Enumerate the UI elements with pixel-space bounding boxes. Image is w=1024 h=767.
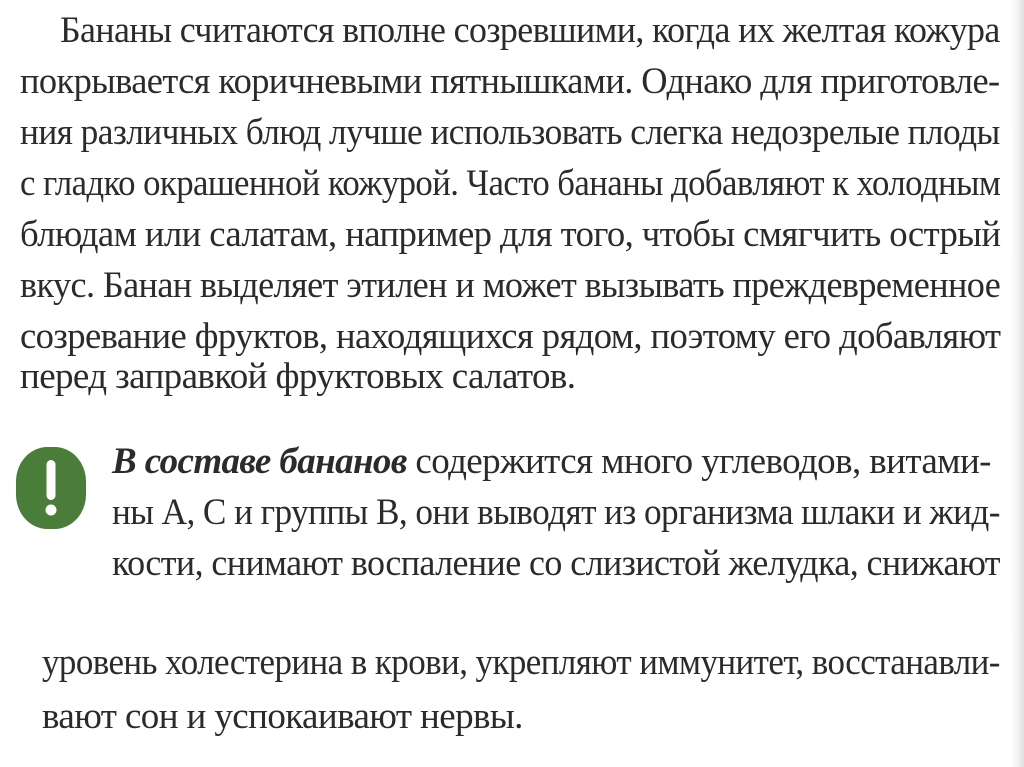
note-line: ны А, С и группы В, они выводят из организма шлаки и жид- [112, 492, 1000, 533]
paragraph-line: покрывается коричневыми пятнышками. Однако для приготовле- [20, 61, 1000, 102]
paragraph-line: с гладко окрашенной кожурой. Часто бананы добавляют к холодным [20, 163, 1001, 204]
paragraph-line: вают сон и успокаивают нервы. [42, 696, 523, 737]
paragraph-line: ния различных блюд лучше использовать слегка недозрелые плоды [20, 112, 1000, 153]
page-edge-shadow [1010, 0, 1024, 767]
note-emphasis: В составе бананов [112, 441, 407, 482]
note-line [112, 437, 991, 487]
paragraph-line: созревание фруктов, находящихся рядом, поэтому его добавляют [20, 316, 1001, 357]
paragraph-line: уровень холестерина в крови, укрепляют иммунитет, восстанавли- [42, 642, 1000, 683]
paragraph-line: вкус. Банан выделяет этилен и может вызывать преждевременное [20, 265, 1001, 306]
exclamation-icon [16, 447, 86, 529]
note-line: кости, снимают воспаление со слизистой желудка, снижают [112, 543, 1000, 584]
paragraph-line: перед заправкой фруктовых салатов. [20, 356, 576, 397]
paragraph-line: Бананы считаются вполне созревшими, когда их желтая кожура [60, 10, 1000, 51]
note-line-text: содержится много углеводов, витами- [406, 441, 991, 482]
paragraph-line: блюдам или салатам, например для того, чтобы смягчить острый [20, 214, 1001, 255]
